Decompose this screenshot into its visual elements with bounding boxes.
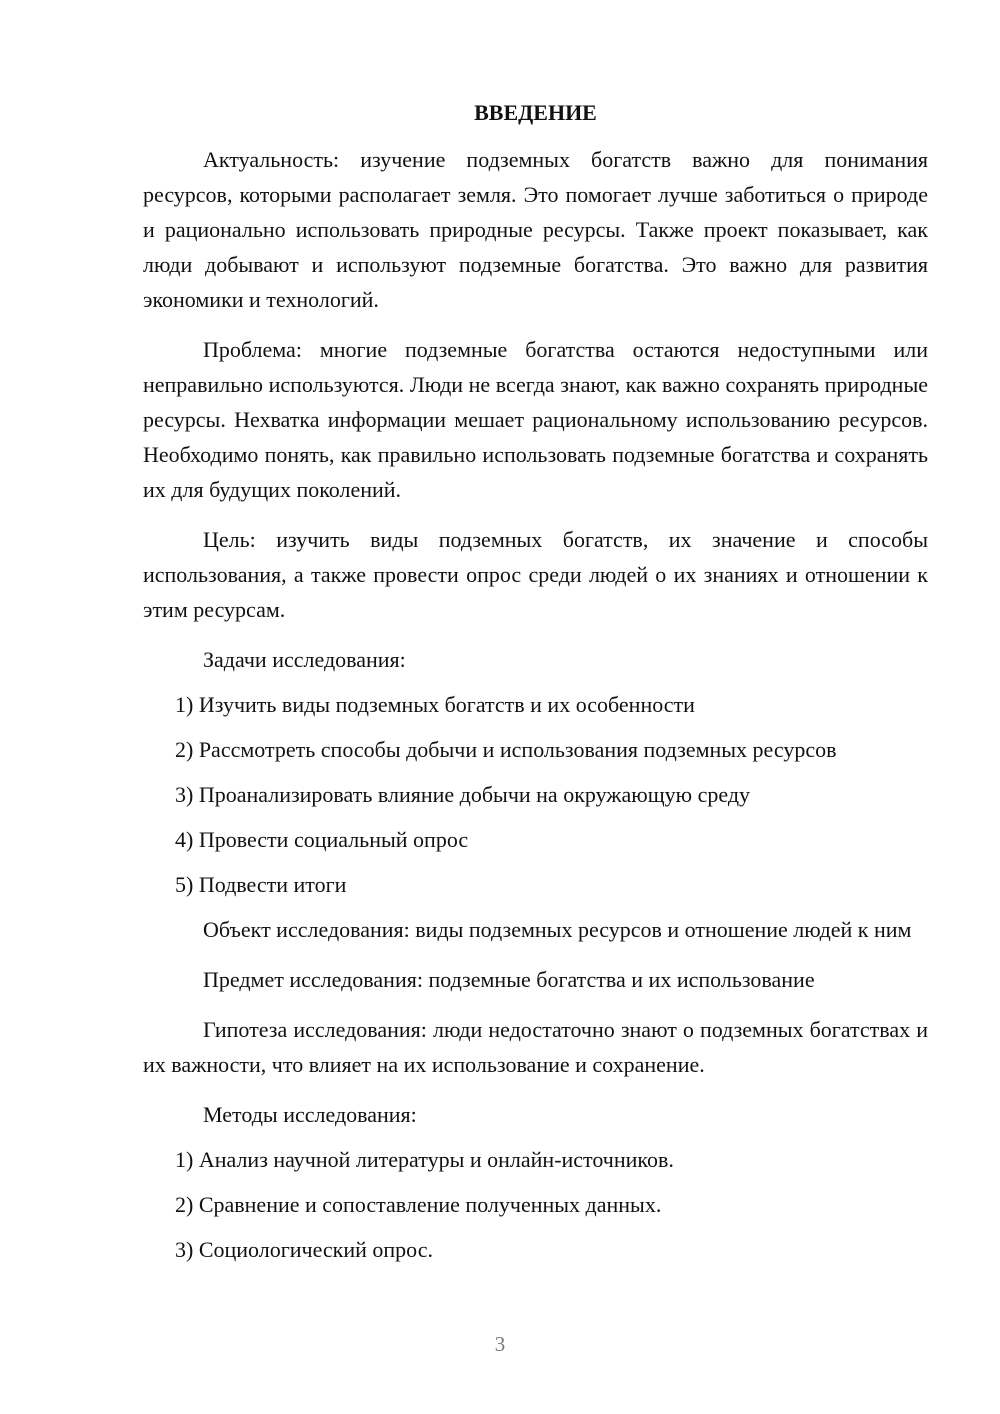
tasks-list — [143, 687, 928, 902]
list-item: 1) Изучить виды подземных богатств и их особенности — [175, 692, 695, 717]
list-item: 3) Социологический опрос. — [175, 1237, 433, 1262]
page-title: ВВЕДЕНИЕ — [474, 100, 597, 125]
object-paragraph: Объект исследования: виды подземных ресурсов и отношение людей к ним — [203, 917, 912, 942]
list-item: 1) Анализ научной литературы и онлайн-источников. — [175, 1147, 674, 1172]
goal-paragraph: Цель: изучить виды подземных богатств, их значение и способы использования, а также провести опрос среди людей о их знаниях и отношении к этим ресурсам. — [143, 527, 928, 622]
hypothesis-paragraph: Гипотеза исследования: люди недостаточно знают о подземных богатствах и их важности, что влияет на их использование и сохранение. — [143, 1017, 928, 1077]
list-item: 2) Сравнение и сопоставление полученных данных. — [175, 1192, 662, 1217]
list-item: 5) Подвести итоги — [175, 872, 347, 897]
methods-heading: Методы исследования: — [203, 1102, 417, 1127]
relevance-paragraph: Актуальность: изучение подземных богатств важно для понимания ресурсов, которыми располагает земля. Это помогает лучше заботиться о природе и рационально использовать природные ресурсы. Также проект показывает, как люди добывают и используют подземные богатства. Это важно для развития экономики и технологий. — [143, 147, 928, 312]
list-item: 2) Рассмотреть способы добычи и использования подземных ресурсов — [175, 737, 837, 762]
tasks-heading: Задачи исследования: — [203, 647, 406, 672]
subject-paragraph: Предмет исследования: подземные богатства и их использование — [203, 967, 815, 992]
list-item: 4) Провести социальный опрос — [175, 827, 469, 852]
list-item: 3) Проанализировать влияние добычи на окружающую среду — [175, 782, 751, 807]
methods-list — [143, 1142, 928, 1267]
page-number: 3 — [494, 1332, 506, 1356]
problem-paragraph: Проблема: многие подземные богатства остаются недоступными или неправильно используются. Люди не всегда знают, как важно сохранять природные ресурсы. Нехватка информации мешает рациональному использованию ресурсов. Необходимо понять, как правильно использовать подземные богатства и сохранять их для будущих поколений. — [143, 337, 928, 502]
